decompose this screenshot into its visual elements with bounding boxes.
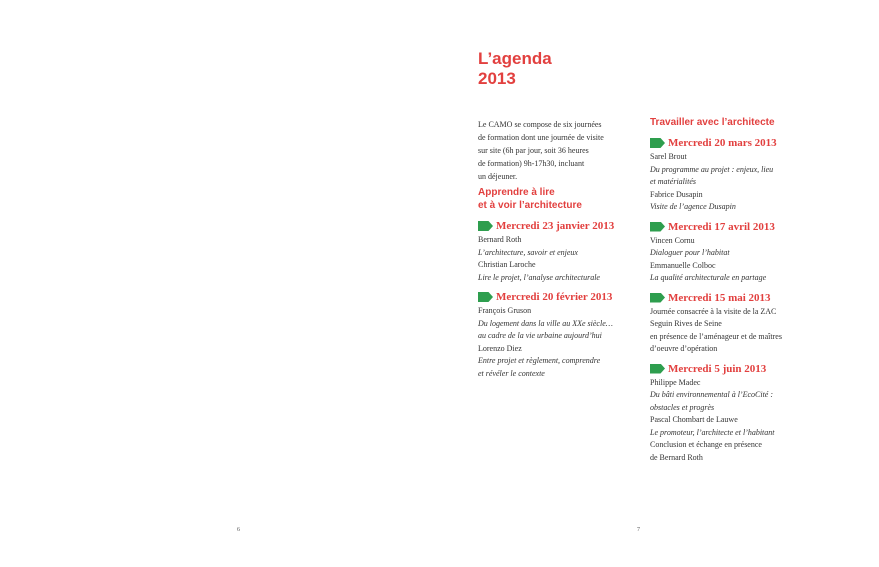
event-speaker: Conclusion et échange en présence xyxy=(650,440,762,449)
event-topic: Du bâti environnemental à l’EcoCité : xyxy=(650,390,774,399)
section-heading-line: Apprendre à lire xyxy=(478,187,555,198)
event-speaker: Journée consacrée à la visite de la ZAC xyxy=(650,306,777,316)
agenda-event xyxy=(650,290,850,356)
event-date: Mercredi 20 février 2013 xyxy=(496,291,613,303)
event-date: Mercredi 20 mars 2013 xyxy=(668,137,777,149)
section-travailler xyxy=(650,116,850,469)
event-date: Mercredi 23 janvier 2013 xyxy=(496,220,615,232)
event-speaker: de Bernard Roth xyxy=(650,452,703,462)
event-speaker: Vincen Cornu xyxy=(650,235,695,245)
intro-line: sur site (6h par jour, soit 36 heures xyxy=(478,146,589,155)
event-speaker: Fabrice Dusapin xyxy=(650,189,703,199)
event-topic: et matérialités xyxy=(650,177,696,186)
intro-paragraph xyxy=(478,118,648,183)
flag-icon xyxy=(650,138,665,148)
event-speaker: Sarel Brout xyxy=(650,152,687,161)
section-heading xyxy=(478,186,638,212)
event-topic: au cadre de la vie urbaine aujourd’hui xyxy=(478,331,602,340)
event-date: Mercredi 15 mai 2013 xyxy=(668,291,771,304)
event-topic: Dialoguer pour l’habitat xyxy=(650,248,730,257)
event-topic: Le promoteur, l’architecte et l’habitant xyxy=(650,427,775,437)
event-speaker: Emmanuelle Colboc xyxy=(650,260,716,270)
flag-icon xyxy=(478,292,493,302)
event-speaker: Lorenzo Diez xyxy=(478,343,522,353)
event-topic: obstacles et progrès xyxy=(650,402,715,412)
intro-line: Le CAMO se compose de six journées xyxy=(478,120,602,129)
event-topic: L’architecture, savoir et enjeux xyxy=(478,247,578,257)
event-speaker: d’oeuvre d’opération xyxy=(650,344,718,353)
section-heading xyxy=(650,116,850,129)
page-title xyxy=(478,49,552,89)
event-date: Mercredi 5 juin 2013 xyxy=(668,362,767,375)
event-date-row xyxy=(650,219,850,235)
intro-line: un déjeuner. xyxy=(478,172,518,181)
event-date-row xyxy=(478,218,638,234)
event-date-row xyxy=(650,135,850,151)
agenda-event xyxy=(478,289,638,380)
event-topic: La qualité architecturale en partage xyxy=(650,273,767,282)
flag-icon xyxy=(650,222,665,232)
title-line: L’agenda xyxy=(478,49,552,68)
flag-icon xyxy=(650,293,665,303)
event-topic: Visite de l’agence Dusapin xyxy=(650,202,736,211)
title-year: 2013 xyxy=(478,69,516,88)
section-heading-line: Travailler avec l’architecte xyxy=(650,117,775,128)
event-topic: Entre projet et règlement, comprendre xyxy=(478,356,601,365)
event-speaker: Seguin Rives de Seine xyxy=(650,319,722,328)
event-date-row xyxy=(478,289,638,305)
intro-line: de formation dont une journée de visite xyxy=(478,133,604,142)
flag-icon xyxy=(650,364,665,374)
event-date-row xyxy=(650,290,850,306)
section-apprendre xyxy=(478,186,638,385)
intro-line: de formation) 9h-17h30, incluant xyxy=(478,159,585,168)
agenda-event xyxy=(650,361,850,465)
event-topic: Du logement dans la ville au XXe siècle… xyxy=(478,318,613,328)
event-topic: Lire le projet, l’analyse architecturale xyxy=(478,272,600,282)
event-date: Mercredi 17 avril 2013 xyxy=(668,220,775,233)
event-speaker: en présence de l’aménageur et de maîtres xyxy=(650,331,782,341)
agenda-event xyxy=(650,135,850,214)
event-speaker: Philippe Madec xyxy=(650,377,701,387)
event-topic: Du programme au projet : enjeux, lieu xyxy=(650,164,774,174)
section-heading-line: et à voir l’architecture xyxy=(478,200,582,211)
flag-icon xyxy=(478,221,493,231)
agenda-event xyxy=(478,218,638,284)
event-date-row xyxy=(650,361,850,377)
event-speaker: Pascal Chombart de Lauwe xyxy=(650,415,738,424)
agenda-event xyxy=(650,219,850,285)
event-speaker: Christian Laroche xyxy=(478,260,536,269)
event-speaker: Bernard Roth xyxy=(478,235,522,244)
event-topic: et révéler le contexte xyxy=(478,368,545,378)
event-speaker: François Gruson xyxy=(478,306,532,315)
page-number-left: 6 xyxy=(237,527,240,533)
page-number-right: 7 xyxy=(637,527,640,533)
